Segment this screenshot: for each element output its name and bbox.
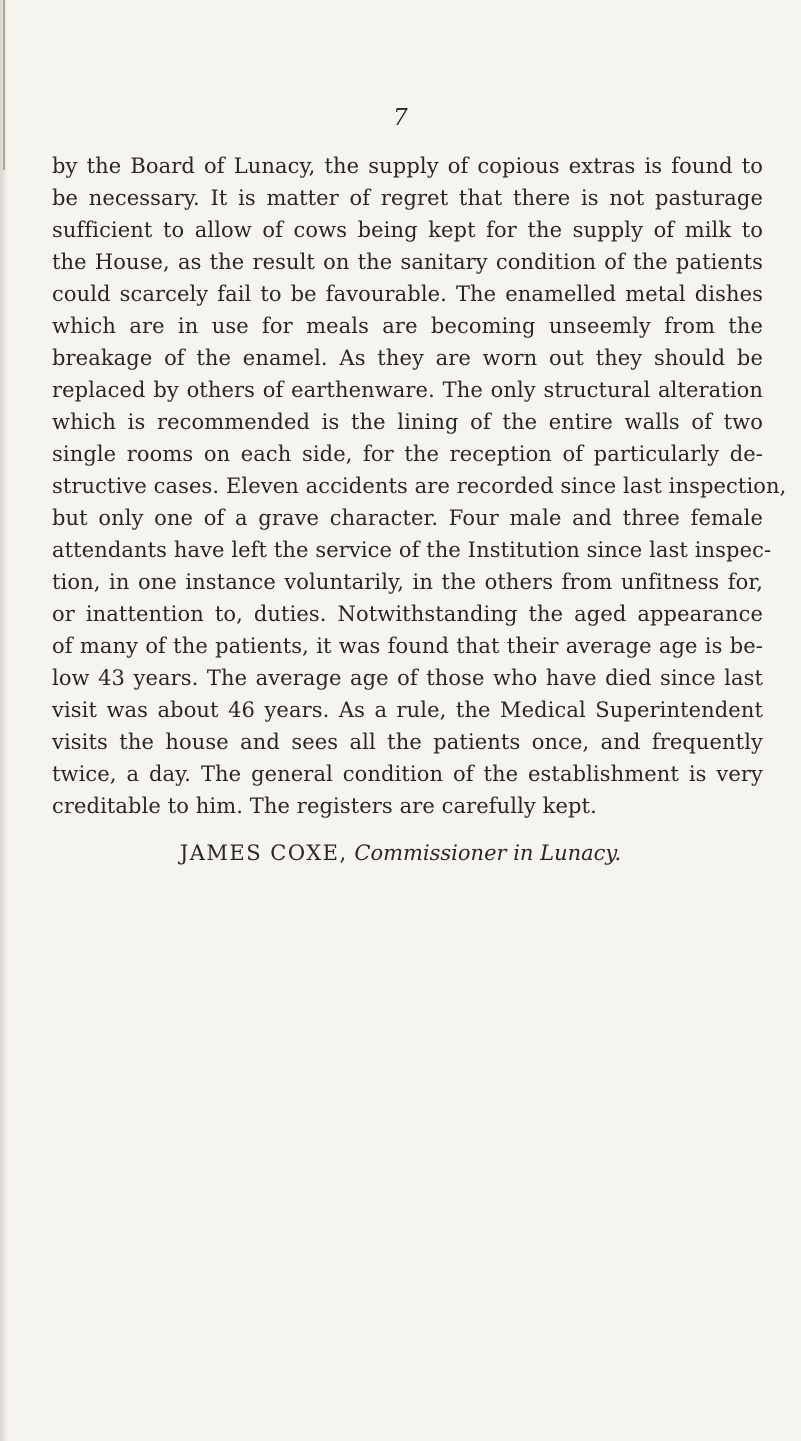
- text-line: the House, as the result on the sanitary condition of the patients: [52, 250, 763, 274]
- text-line: could scarcely fail to be favourable. The enamelled metal dishes: [52, 282, 763, 306]
- text-line: by the Board of Lunacy, the supply of copious extras is found to: [52, 154, 763, 178]
- text-line: replaced by others of earthenware. The only structural alteration: [52, 378, 763, 402]
- text-line: visit was about 46 years. As a rule, the Medical Superintendent: [52, 698, 763, 722]
- page-number: 7: [393, 105, 408, 131]
- signature-title: Commissioner in Lunacy.: [354, 841, 622, 865]
- signature: [0, 837, 801, 869]
- text-line: structive cases. Eleven accidents are recorded since last inspection,: [52, 474, 787, 498]
- text-line: but only one of a grave character. Four male and three female: [52, 506, 763, 530]
- text-line: low 43 years. The average age of those who have died since last: [52, 666, 763, 690]
- text-line: which is recommended is the lining of the entire walls of two: [52, 410, 763, 434]
- signature-name: JAMES COXE,: [179, 841, 348, 865]
- text-line: sufficient to allow of cows being kept for the supply of milk to: [52, 218, 763, 242]
- text-line: single rooms on each side, for the reception of particularly de-: [52, 442, 763, 466]
- page-edge-shadow: [0, 0, 8, 1441]
- text-line: of many of the patients, it was found that their average age is be-: [52, 634, 763, 658]
- text-line: attendants have left the service of the Institution since last inspec-: [52, 538, 772, 562]
- text-line: creditable to him. The registers are carefully kept.: [52, 794, 597, 818]
- text-line: tion, in one instance voluntarily, in the others from unfitness for,: [52, 570, 763, 594]
- text-line: twice, a day. The general condition of the establishment is very: [52, 762, 763, 786]
- text-line: breakage of the enamel. As they are worn out they should be: [52, 346, 763, 370]
- text-line: be necessary. It is matter of regret that there is not pasturage: [52, 186, 763, 210]
- page-edge-line: [3, 0, 5, 170]
- body-paragraph: [52, 150, 787, 822]
- text-line: which are in use for meals are becoming unseemly from the: [52, 314, 763, 338]
- text-line: visits the house and sees all the patients once, and frequently: [52, 730, 763, 754]
- text-line: or inattention to, duties. Notwithstanding the aged appearance: [52, 602, 763, 626]
